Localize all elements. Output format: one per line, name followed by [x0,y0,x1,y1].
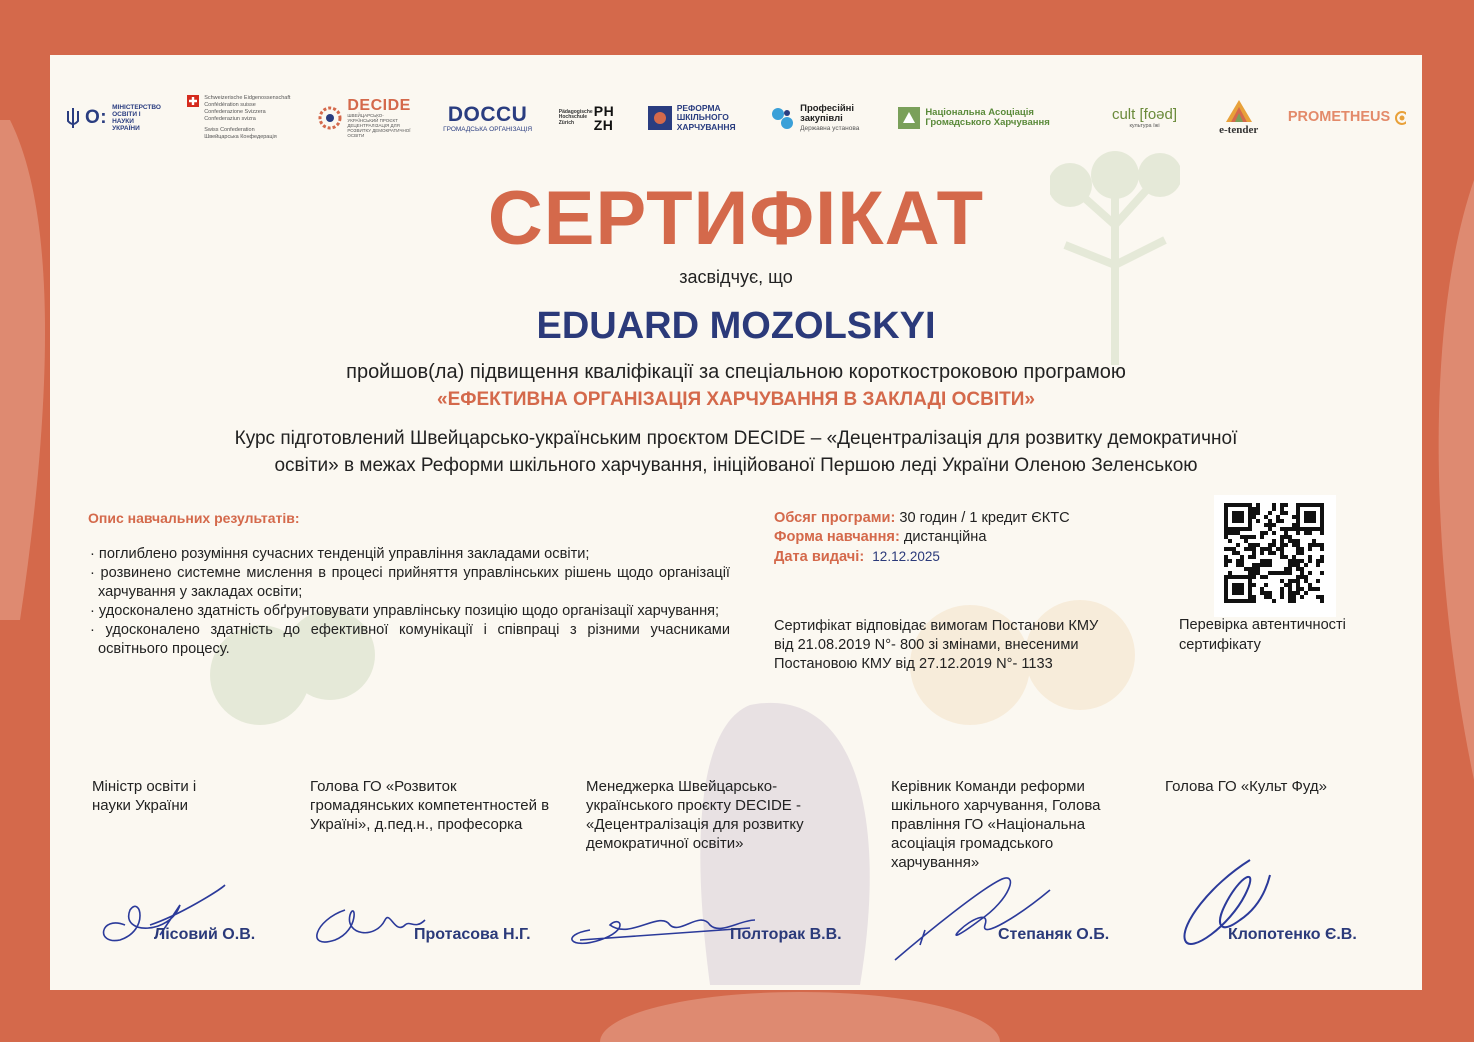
reform-icon [648,106,672,130]
volume-value: 30 годин / 1 кредит ЄКТС [899,510,1070,526]
passed-text: пройшов(ла) підвищення кваліфікації за спеціальною короткостроковою програмою [346,361,1126,383]
conformity-text: Сертифікат відповідає вимогам Постанови КМУ від 21.08.2019 N°- 800 зі змінами, внесеними Постановою КМУ від 27.12.2019 N°- 1133 [774,618,1099,672]
certifies-text: засвідчує, що [679,267,793,287]
list-item: · поглиблено розуміння сучасних тенденцій управління закладами освіти; [86,545,730,564]
swiss-logo: Schweizerische Eidgenossenschaft Confédération suisse Confederazione Svizzera Confederaziun svizra Swiss Confederation Швейцарська Конфедерація [187,95,297,140]
course-description: Курс підготовлений Швейцарсько-українським проєктом DECIDE – «Децентралізація для розвитку демократичної освіти» в межах Реформи шкільного харчування, ініційованої Першою леді України Оленою Зеленською [234,428,1238,476]
list-item: · удосконалено здатність обґрунтовувати управлінську позицію щодо організації харчування; [86,602,730,621]
signer-title-2: Голова ГО «Розвиток громадянських компетентностей в Україні», д.пед.н., професорка [310,778,550,833]
qr-code[interactable] [1214,495,1336,617]
signer-name-1: Лісовий О.В. [154,926,256,943]
swiss-flag-icon [187,95,199,107]
form-label: Форма навчання: [774,529,900,545]
certificate-card [50,55,1422,990]
qr-code-icon [1224,503,1326,609]
outcomes-title: Опис навчальних результатів: [88,510,300,526]
date-label: Дата видачі: [774,549,865,565]
signer-name-3: Полторак В.В. [730,926,842,943]
cult-food-logo: cult [foǝd] культура їжі [1111,105,1178,130]
background-vegetable-bottom [600,985,1000,1042]
prometheus-icon [1395,111,1406,125]
nagh-logo: Національна Асоціація Громадського Харчування [898,107,1078,129]
prozorro-logo: Професійні закупівлі Державна установа [769,104,877,132]
program-name: «ЕФЕКТИВНА ОРГАНІЗАЦІЯ ХАРЧУВАННЯ В ЗАКЛАДІ ОСВІТИ» [437,389,1035,410]
nagh-icon [898,107,920,129]
date-value: 12.12.2025 [872,549,940,564]
phzh-logo: Pädagogische Hochschule Zürich PH ZH [558,103,615,133]
list-item: · розвинено системне мислення в процесі прийняття управлінських рішень щодо організації харчування у закладах освіти; [86,564,730,602]
background-vegetable-right [1422,180,1474,780]
signer-title-5: Голова ГО «Культ Фуд» [1165,778,1328,795]
signer-title-3: Менеджерка Швейцарсько-українського проєкту DECIDE - «Децентралізація для розвитку демократичної освіти» [586,778,804,852]
ministry-label: МІНІСТЕРСТВО ОСВІТИ І НАУКИ УКРАЇНИ [112,103,161,133]
trident-icon [66,107,80,129]
doccu-logo: DOCCU ГРОМАДСЬКА ОРГАНІЗАЦІЯ [443,102,533,133]
signature-4 [890,870,1060,965]
etender-logo: e-tender [1211,99,1267,136]
signature-2 [305,890,435,955]
recipient-name: EDUARD MOZOLSKYI [536,305,936,347]
signer-name-4: Степаняк О.Б. [998,926,1110,943]
etender-icon [1225,99,1253,123]
school-food-reform-logo: РЕФОРМА ШКІЛЬНОГО ХАРЧУВАННЯ [648,104,748,132]
prozorro-icon [769,105,795,131]
form-value: дистанційна [903,529,987,545]
list-item: · удосконалено здатність до ефективної комунікації і співпраці з різними учасниками освітнього процесу. [86,621,730,659]
verify-text: Перевірка автентичності сертифікату [1179,617,1346,653]
decide-star-icon [318,106,342,130]
signer-title-1: Міністр освіти і науки України [92,778,197,814]
signer-title-4: Керівник Команди реформи шкільного харчування, Голова правління ГО «Національна асоціація громадського харчування» [891,778,1101,871]
signer-name-2: Протасова Н.Г. [414,926,531,943]
decide-logo: DECIDE ШВЕЙЦАРСЬКО-УКРАЇНСЬКИЙ ПРОЄКТ ДЕЦЕНТРАЛІЗАЦІЯ ДЛЯ РОЗВИТКУ ДЕМОКРАТИЧНОЇ ОСВІТИ [318,97,416,139]
ministry-logo: O: МІНІСТЕРСТВО ОСВІТИ І НАУКИ УКРАЇНИ [66,104,166,133]
prometheus-logo: PROMETHEUS [1288,110,1406,126]
outcomes-list [86,545,730,659]
program-meta [774,509,1070,567]
signer-name-5: Клопотенко Є.В. [1228,926,1357,943]
partner-logos [66,83,1406,153]
volume-label: Обсяг програми: [774,510,896,526]
certificate-title: СЕРТИФІКАТ [487,176,985,261]
